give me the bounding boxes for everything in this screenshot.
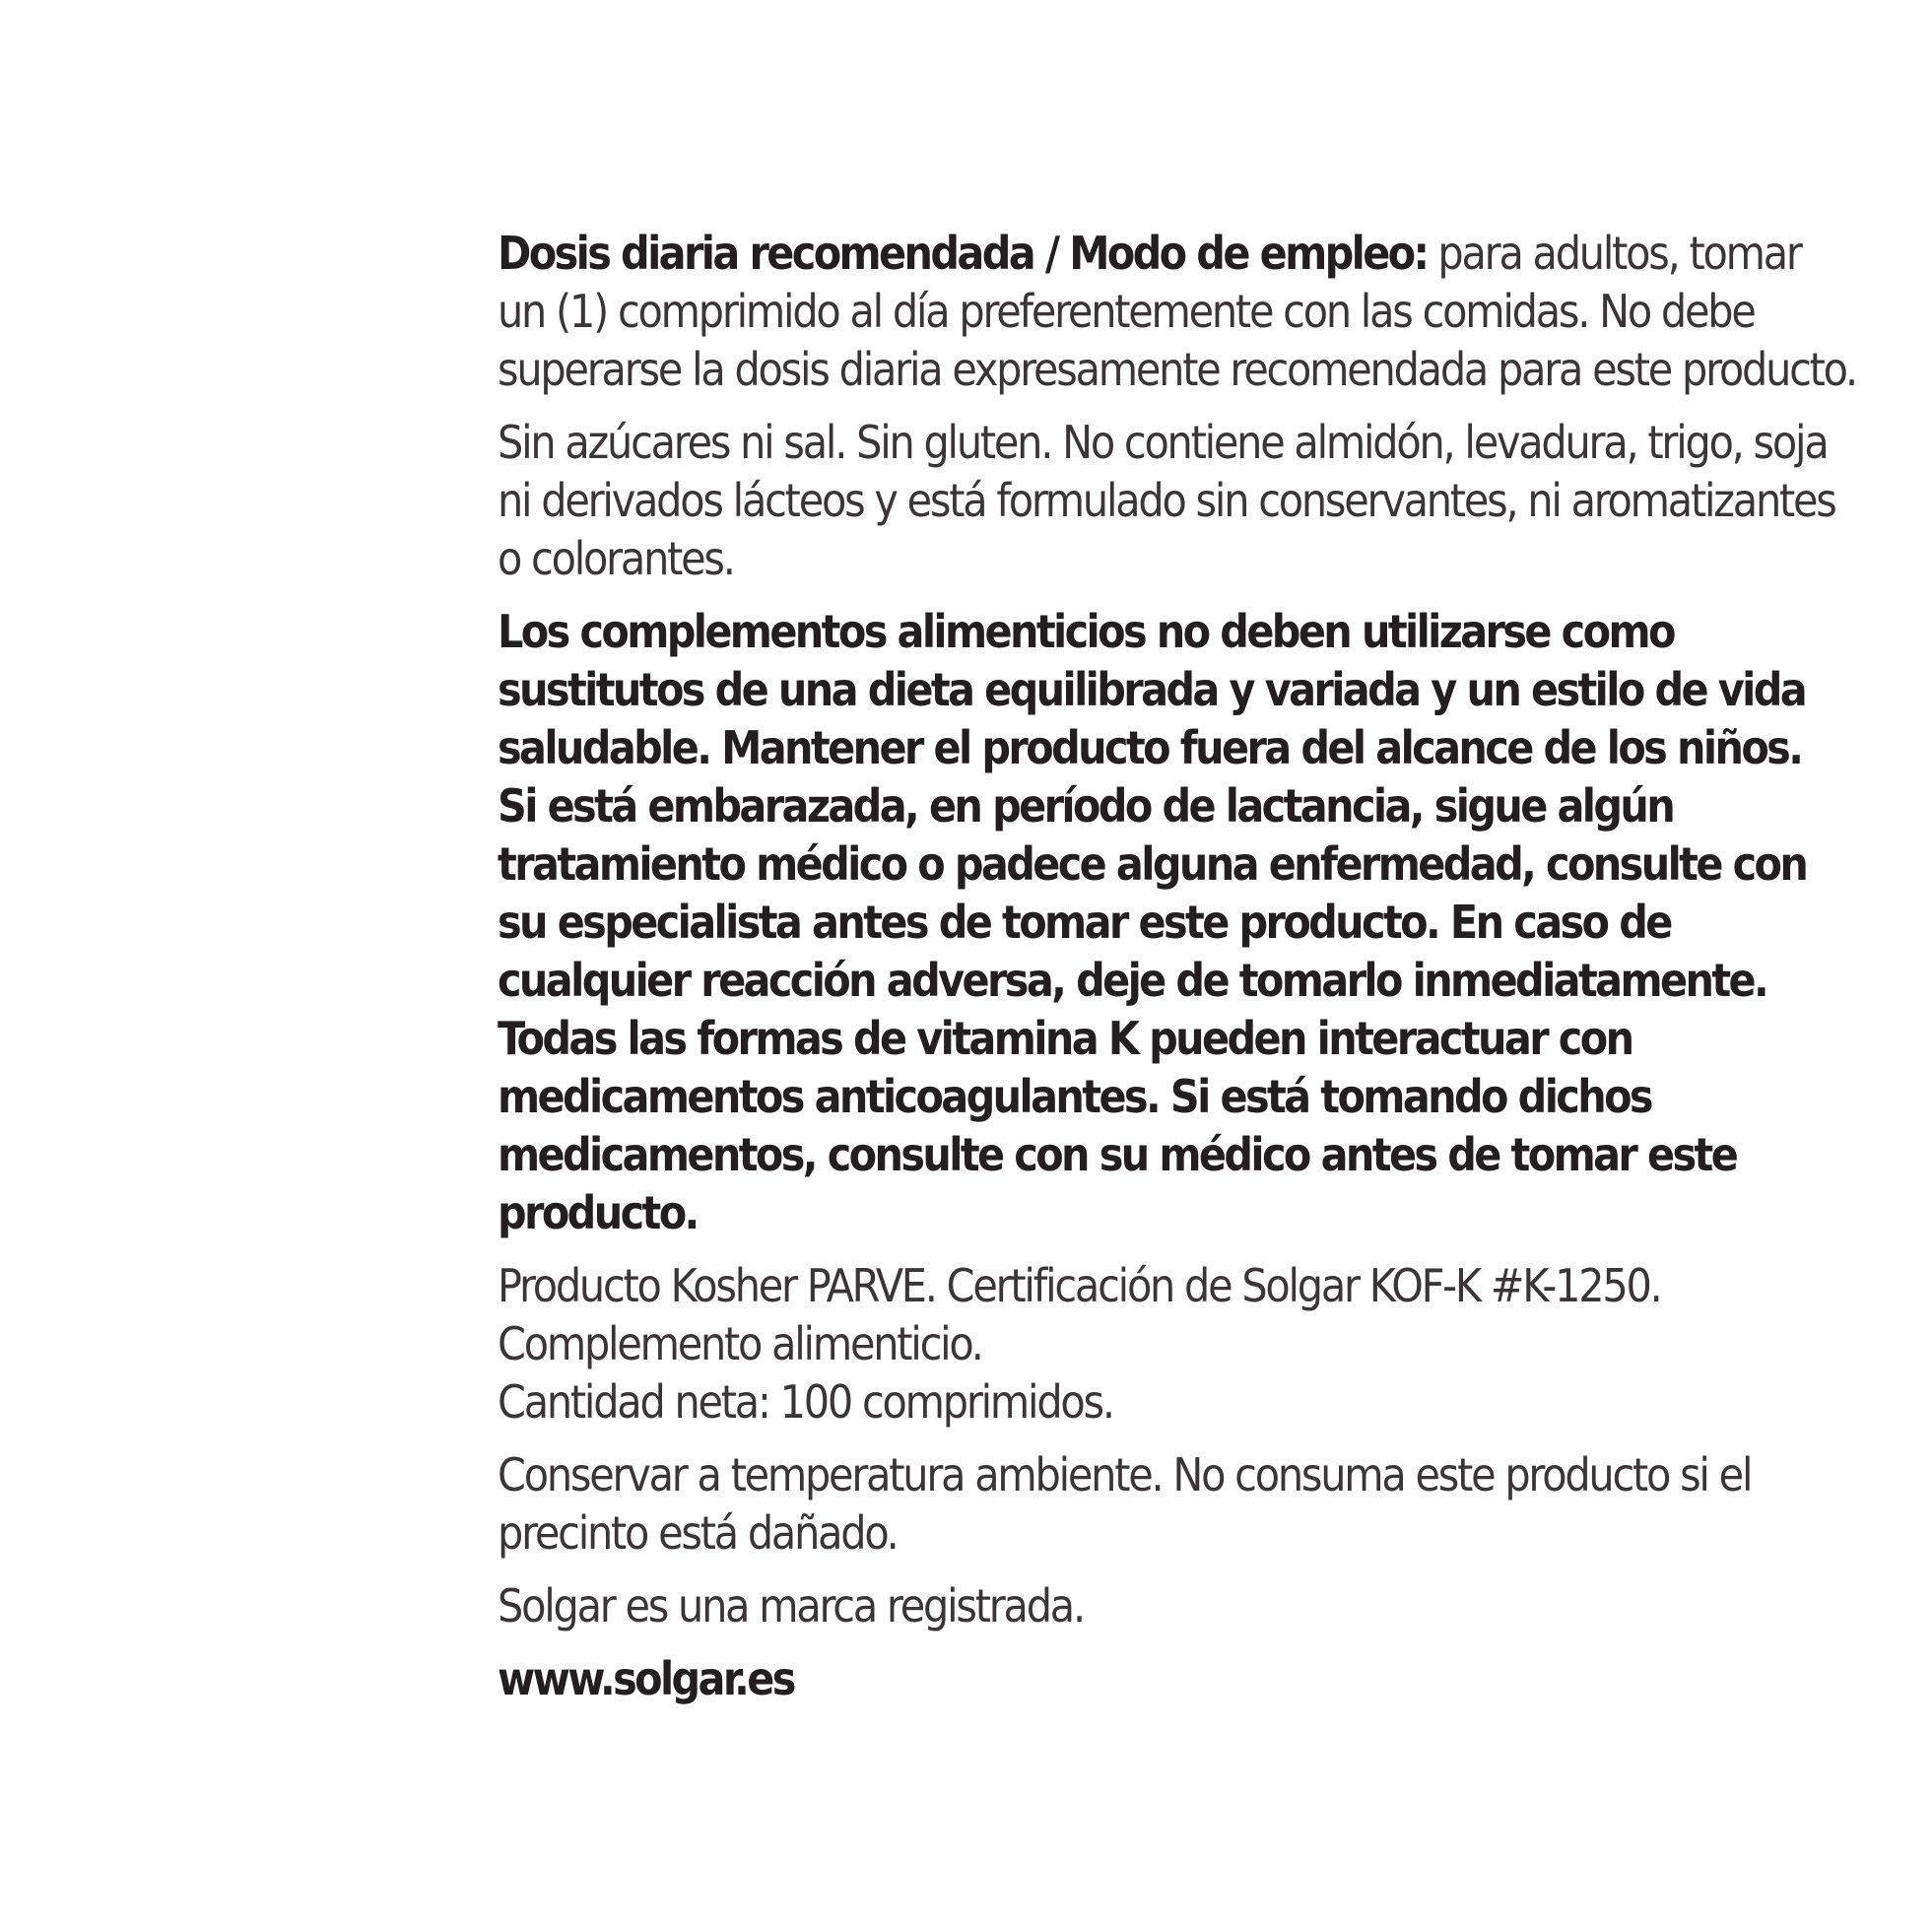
storage-line: Conservar a temperatura ambiente. No consuma este producto si el: [498, 1448, 1752, 1501]
warning-line: tratamiento médico o padece alguna enfermedad, consulte con: [498, 837, 1807, 891]
free-from-paragraph: [498, 414, 1835, 588]
free-from-line: ni derivados lácteos y está formulado sin conservantes, ni aromatizantes: [498, 474, 1835, 527]
trademark-notice: Solgar es una marca registrada.: [498, 1579, 1084, 1632]
warning-line: medicamentos, consulte con su médico antes de tomar este: [498, 1128, 1737, 1181]
warning-line: cualquier reacción adversa, deje de tomarlo inmediatamente.: [498, 954, 1767, 1007]
warning-paragraph: [498, 603, 1807, 1242]
warning-line: medicamentos anticoagulantes. Si está tomando dichos: [498, 1070, 1651, 1123]
dosage-line: para adultos, tomar: [1427, 227, 1801, 280]
warning-line: Si está embarazada, en período de lactancia, sigue algún: [498, 779, 1674, 833]
certification-line: Producto Kosher PARVE. Certificación de Solgar KOF-K #K-1250.: [498, 1259, 1661, 1312]
warning-line: producto.: [498, 1186, 698, 1239]
net-quantity: Cantidad neta: 100 comprimidos.: [498, 1375, 1113, 1429]
warning-line: saludable. Mantener el producto fuera del alcance de los niños.: [498, 721, 1802, 774]
certification-line: Complemento alimenticio.: [498, 1317, 982, 1370]
warning-line: sustitutos de una dieta equilibrada y variada y un estilo de vida: [498, 663, 1806, 716]
dosage-heading: Dosis diaria recomendada / Modo de empleo:: [498, 227, 1428, 280]
dosage-paragraph: [498, 225, 1856, 399]
warning-line: Todas las formas de vitamina K pueden interactuar con: [498, 1012, 1632, 1065]
website-link[interactable]: www.solgar.es: [498, 1652, 794, 1705]
storage-line: precinto está dañado.: [498, 1506, 898, 1560]
storage-paragraph: [498, 1446, 1752, 1563]
free-from-line: o colorantes.: [498, 532, 734, 585]
warning-line: su especialista antes de tomar este producto. En caso de: [498, 896, 1671, 949]
warning-line: Los complementos alimenticios no deben utilizarse como: [498, 605, 1674, 658]
label-text-block: [498, 225, 1856, 1708]
dosage-line: superarse la dosis diaria expresamente recomendada para este producto.: [498, 343, 1856, 396]
free-from-line: Sin azúcares ni sal. Sin gluten. No contiene almidón, levadura, trigo, soja: [498, 416, 1828, 469]
dosage-line: un (1) comprimido al día preferentemente con las comidas. No debe: [498, 285, 1755, 338]
certification-paragraph: [498, 1257, 1661, 1432]
